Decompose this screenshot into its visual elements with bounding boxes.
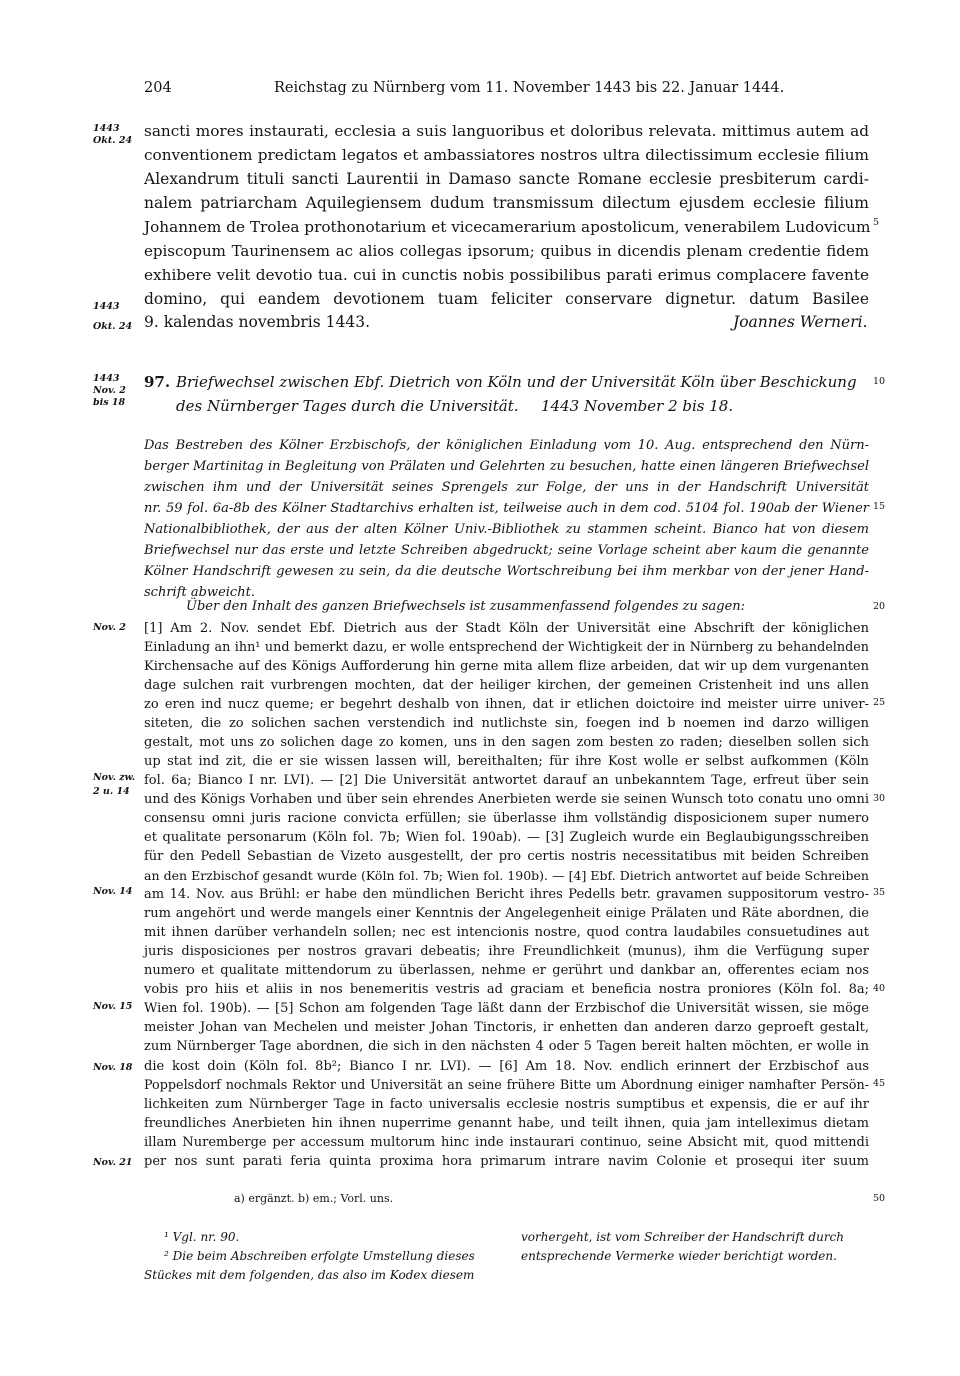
margin-date-day: Okt. 24 <box>93 135 133 146</box>
text-line: Kölner Handschrift gewesen zu sein, da die deutsche Wortschreibung bei ihm merkbar von der jener Hand- <box>144 564 869 579</box>
text-line: [1] Am 2. Nov. sendet Ebf. Dietrich aus der Stadt Köln der Universität eine Abschrift der königlichen <box>144 621 869 636</box>
text-line: lichkeiten zum Nürnberger Tage in facto universalis ecclesie nostris sumptibus et expensis, die er auf ihr <box>144 1097 869 1112</box>
section-date: 1443 November 2 bis 18. <box>541 397 734 415</box>
text-line: und des Königs Vorhaben und über sein ehrendes Anerbieten werde sie seinen Wunsch toto conatu uno omni <box>144 792 869 807</box>
text-line: freundliches Anerbieten hin ihnen nuperrime genannt habe, und teilt ihnen, quia jam intelleximus dietam <box>144 1116 869 1131</box>
text-line: Alexandrum tituli sancti Laurentii in Damaso sancte Romane ecclesie presbiterum cardi- <box>144 170 869 188</box>
margin-date-year: 1443 <box>93 123 120 134</box>
text-line: zum Nürnberger Tage abordnen, die sich in den nächsten 4 oder 5 Tagen bereit halten möchten, er wolle in <box>144 1039 869 1054</box>
line-number: 45 <box>873 1078 886 1089</box>
line-number: 50 <box>873 1193 886 1204</box>
text-line: episcopum Taurinensem ac alios collegas ipsorum; quibus in dicendis plenam credentie fidem <box>144 242 869 260</box>
text-line: Poppelsdorf nochmals Rektor und Universität an seine frühere Bitte um Abordnung einiger namhafter Persön- <box>144 1078 869 1093</box>
text-line: domino, qui eandem devotionem tuam feliciter conservare dignetur. datum Basilee <box>144 290 869 308</box>
text-line: dage sulchen rait vurbrengen mochten, dat der heiliger kirchen, der gemeinen Cristenheit ind uns allen <box>144 678 869 693</box>
line-number: 30 <box>873 793 886 804</box>
text-line: exhibere velit devotio tua. cui in cunctis nobis possibilibus parati erimus complacere favente <box>144 266 869 284</box>
line-number: 25 <box>873 697 886 708</box>
text-line: up stat ind zit, die er sie wissen lassen will, bereithalten; für ihre Kost wolle er selbst aufkommen (Köln <box>144 754 869 769</box>
margin-date: Nov. zw. <box>93 772 136 783</box>
page-number: 204 <box>144 80 172 96</box>
text-line: meister Johan van Mechelen und meister Johan Tinctoris, ir enhetten dan anderen darzo geproeft gestalt, <box>144 1020 869 1035</box>
text-line: schrift abweicht. <box>144 585 255 600</box>
text-line: Nationalbibliothek, der aus der alten Kölner Univ.-Bibliothek zu stammen scheint. Bianco hat von diesem <box>144 522 869 537</box>
margin-date: Nov. 2 <box>93 622 126 633</box>
text-line: nr. 59 fol. 6a-8b des Kölner Stadtarchivs erhalten ist, teilweise auch in dem cod. 5104 fol. 190ab der Wiener <box>144 501 869 516</box>
text-line: vobis pro hiis et aliis in nos benemeritis vestris ad graciam et beneficia nostra proniores (Köln fol. 8a; <box>144 982 869 997</box>
text-line: illam Nuremberge per accessum multorum hinc inde instaurari continuo, seine Absicht mit, quod mittendi <box>144 1135 869 1150</box>
text-line: zo eren ind nucz queme; er begehrt deshalb von ihnen, dat ir etlichen doictoire ind meister uirre univer- <box>144 697 869 712</box>
section-margin-end: bis 18 <box>93 397 126 408</box>
section-margin-start: Nov. 2 <box>93 385 126 396</box>
margin-date: 2 u. 14 <box>93 786 130 797</box>
margin-date: Nov. 15 <box>93 1001 133 1012</box>
text-line: et qualitate personarum (Köln fol. 7b; Wien fol. 190ab). — [3] Zugleich wurde ein Beglaubigungsschreiben <box>144 830 869 845</box>
text-line: für den Pedell Sebastian de Vizeto ausgestellt, der pro certis nostris necessitatibus mit beiden Schreiben <box>144 849 869 864</box>
line-number: 40 <box>873 983 886 994</box>
margin-date: Nov. 18 <box>93 1062 133 1073</box>
line-number: 10 <box>873 376 886 387</box>
letter-signature: Joannes Werneri. <box>733 313 868 331</box>
footnote: vorhergeht, ist vom Schreiber der Handschrift durch <box>521 1230 844 1244</box>
line-number: 20 <box>873 601 886 612</box>
section-number: 97. <box>144 373 171 391</box>
footnote: Stückes mit dem folgenden, das also im Kodex diesem <box>144 1268 475 1282</box>
critical-apparatus: a) ergänzt. b) em.; Vorl. uns. <box>234 1192 394 1205</box>
text-line: consensu omni juris racione convicta erfüllen; sie überlasse ihm vollständig disposicionem super numero <box>144 811 869 826</box>
line-number: 35 <box>873 887 886 898</box>
text-line: Briefwechsel nur das erste und letzte Schreiben abgedruckt; seine Vorlage scheint aber kaum die genannte <box>144 543 869 558</box>
text-line: am 14. Nov. aus Brühl: er habe den mündlichen Bericht ihres Pedells betr. gravamen suppositorum vestro- <box>144 887 869 902</box>
text-line: berger Martinitag in Begleitung von Prälaten und Gelehrten zu besuchen, hatte einen längeren Briefwechsel <box>144 459 869 474</box>
text-line: per nos sunt parati feria quinta proxima hora primarum intrare navim Colonie et prosequi iter suum <box>144 1154 869 1169</box>
section-title: Briefwechsel zwischen Ebf. Dietrich von Köln und der Universität Köln über Beschickung <box>176 373 857 391</box>
text-line: conventionem predictam legatos et ambassiatores nostros ultra dilectissimum ecclesie filium <box>144 146 869 164</box>
text-line: juris disposiciones per nostros gravari debeatis; ihre Freundlichkeit (munus), ihm die Verfügung super <box>144 944 869 959</box>
text-line: Das Bestreben des Kölner Erzbischofs, der königlichen Einladung vom 10. Aug. entsprechend den Nürn- <box>144 438 869 453</box>
margin-date-day: Okt. 24 <box>93 321 133 332</box>
text-line: Einladung an ihn¹ und bemerkt dazu, er wolle entsprechend der Wichtigkeit der in Nürnberg zu behandelnden <box>144 640 869 655</box>
summary-heading: Über den Inhalt des ganzen Briefwechsels ist zusammenfassend folgendes zu sagen: <box>186 599 746 614</box>
margin-date: Nov. 14 <box>93 886 133 897</box>
text-line: fol. 6a; Bianco I nr. LVI). — [2] Die Universität antwortet darauf an unbekanntem Tage, erfreut über sein <box>144 773 869 788</box>
text-line: nalem patriarcham Aquilegiensem dudum transmissum dilectum ejusdem ecclesie filium <box>144 194 869 212</box>
section-title: des Nürnberger Tages durch die Universität. <box>176 397 519 415</box>
text-line: mit ihnen darüber verhandeln sollen; nec est intencionis nostre, quod contra laudabiles consuetudines aut <box>144 925 869 940</box>
line-number: 15 <box>873 501 886 512</box>
text-line: rum angehört und werde mangels einer Kenntnis der Angelegenheit einige Prälaten und Räte abordnen, die <box>144 906 869 921</box>
text-line: Kirchensache auf des Königs Aufforderung hin gerne mita allem flize arbeiden, dat wir up dem vurgenanten <box>144 659 869 674</box>
text-line: an den Erzbischof gesandt wurde (Köln fol. 7b; Wien fol. 190b). — [4] Ebf. Dietrich antwortet auf beide Schreiben <box>144 868 869 883</box>
text-line: Johannem de Trolea prothonotarium et vicecamerarium apostolicum, venerabilem Ludovicum <box>144 218 871 236</box>
text-line: die kost doin (Köln fol. 8b²; Bianco I nr. LVI). — [6] Am 18. Nov. endlich erinnert der Erzbischof aus <box>144 1059 869 1074</box>
margin-date: Nov. 21 <box>93 1157 133 1168</box>
text-line: gestalt, mot uns zo solichen dage zo komen, uns in den sagen zom besten zo raden; dieselben sollen sich <box>144 735 869 750</box>
footnote: entsprechende Vermerke wieder berichtigt worden. <box>521 1249 837 1263</box>
text-line: siteten, die zo solichen sachen verstendich ind nutlichste sin, foegen ind b noemen ind darzo willigen <box>144 716 869 731</box>
section-margin-year: 1443 <box>93 373 120 384</box>
footnote: ² Die beim Abschreiben erfolgte Umstellung dieses <box>164 1249 475 1263</box>
text-line: Wien fol. 190b). — [5] Schon am folgenden Tage läßt dann der Erzbischof die Universität wissen, sie möge <box>144 1001 869 1016</box>
text-line: zwischen ihm und der Universität seines Sprengels zur Folge, der uns in der Handschrift Universität <box>144 480 869 495</box>
text-line: numero et qualitate mittendorum zu überlassen, nehme er gerührt und dankbar an, offerentes eciam nos <box>144 963 869 978</box>
footnote: ¹ Vgl. nr. 90. <box>164 1230 240 1244</box>
letter-date: 9. kalendas novembris 1443. <box>144 313 370 331</box>
running-title: Reichstag zu Nürnberg vom 11. November 1443 bis 22. Januar 1444. <box>274 80 785 96</box>
text-line: sancti mores instaurati, ecclesia a suis languoribus et doloribus relevata. mittimus autem ad <box>144 122 869 140</box>
margin-date-year: 1443 <box>93 301 120 312</box>
line-number: 5 <box>873 217 880 228</box>
